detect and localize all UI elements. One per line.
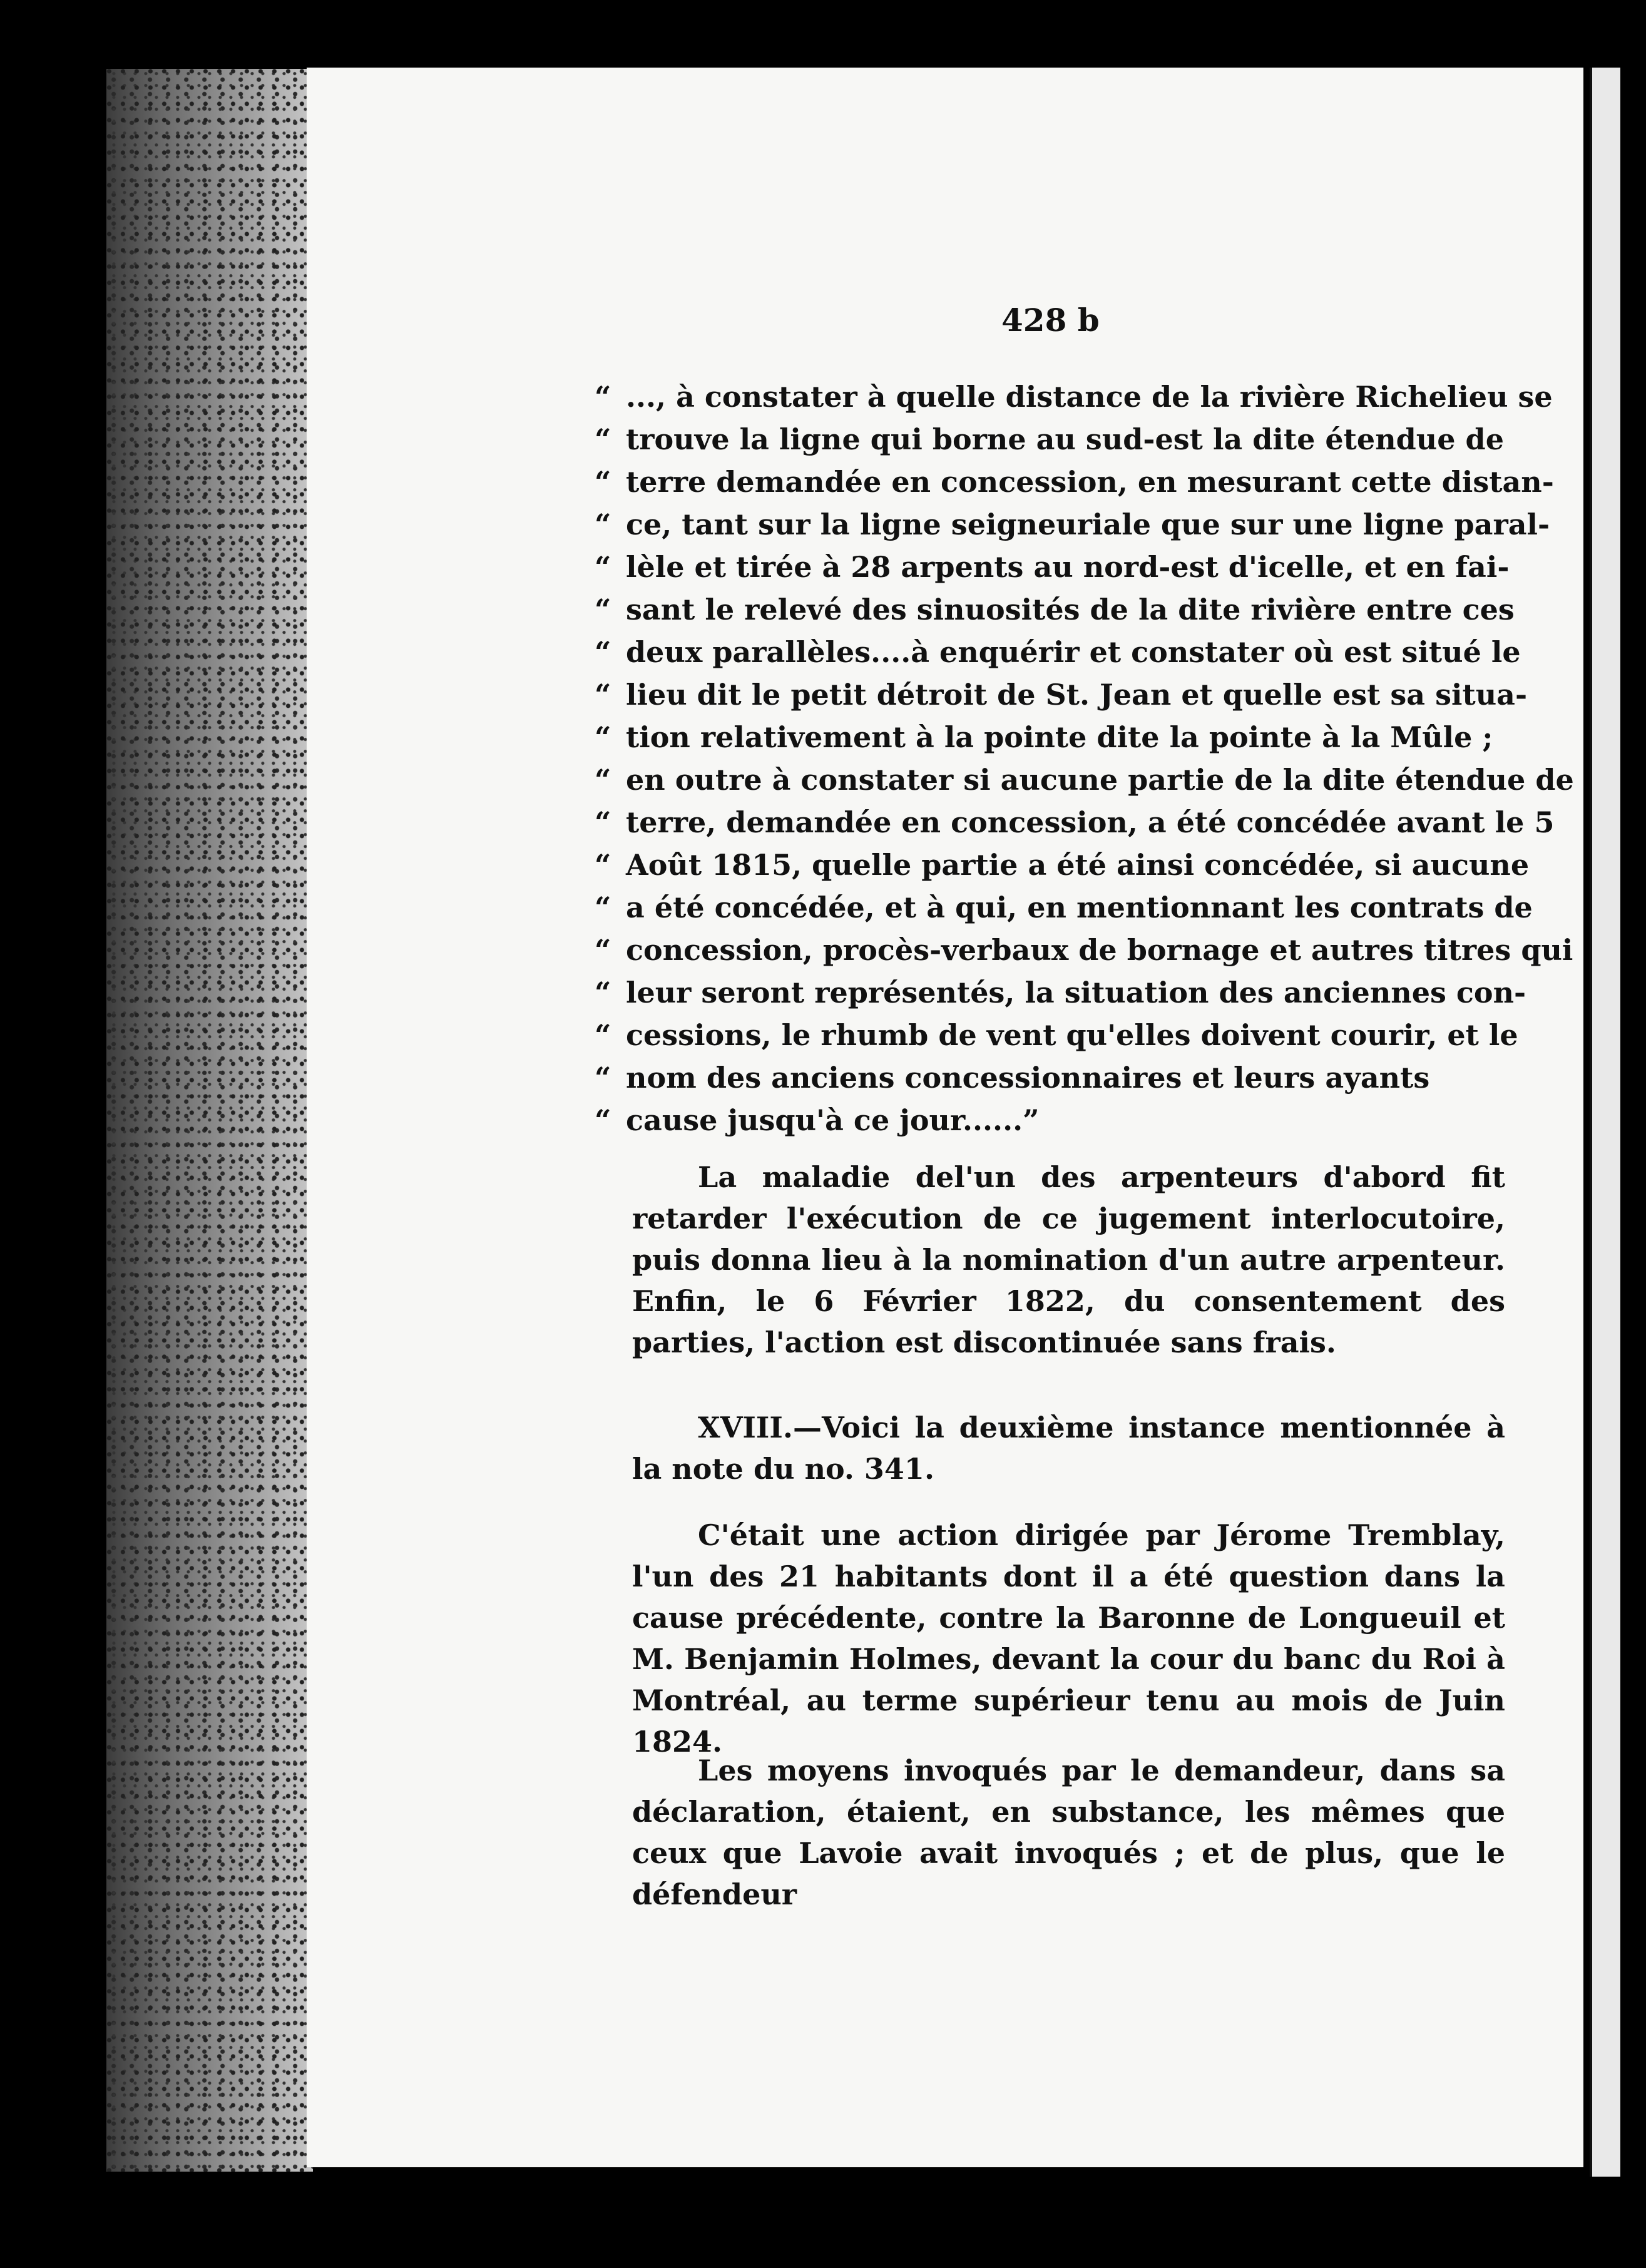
quote-line-text: sant le relevé des sinuosités de la dite rivière entre ces [626,593,1515,626]
quote-line-text: en outre à constater si aucune partie de la dite étendue de [626,763,1574,797]
quote-line [595,588,1515,631]
quote-line [595,418,1504,461]
quote-mark: “ [595,1103,611,1137]
quote-line [595,1099,1502,1142]
quote-line-text: leur seront représentés, la situation des anciennes con- [626,976,1526,1009]
quote-line-text: cause jusqu'à ce jour......” [626,1103,1040,1137]
quote-line-text: trouve la ligne qui borne au sud-est la dite étendue de [626,422,1504,456]
quote-mark: “ [595,1061,611,1095]
paragraph-plaintiff-means: Les moyens invoqués par le demandeur, dans sa déclaration, étaient, en substance, les mêmes que ceux que Lavoie avait invoqués ; et de plus, que le défendeur [632,1754,1505,1911]
quote-line [595,631,1521,673]
quote-mark: “ [595,508,611,541]
quote-mark: “ [595,465,611,499]
quote-mark: “ [595,1018,611,1052]
quote-line-text: Août 1815, quelle partie a été ainsi concédée, si aucune [626,848,1530,882]
quote-line [595,546,1510,588]
quote-line [595,716,1502,759]
quote-line-text: cessions, le rhumb de vent qu'elles doivent courir, et le [626,1018,1518,1052]
quote-line-text: terre, demandée en concession, a été concédée avant le 5 [626,805,1555,839]
quote-mark: “ [595,380,611,414]
quote-line [595,971,1526,1014]
quote-mark: “ [595,976,611,1009]
quote-line [595,844,1530,886]
quote-line-text: deux parallèles....à enquérir et constater où est situé le [626,635,1521,669]
quote-line [595,503,1550,546]
quote-line-text: nom des anciens concessionnaires et leurs ayants [626,1061,1430,1095]
quote-line [595,929,1573,971]
quote-line [595,673,1528,716]
quote-line-text: a été concédée, et à qui, en mentionnant les contrats de [626,891,1533,924]
quote-line [595,375,1553,418]
quote-mark: “ [595,933,611,967]
quote-mark: “ [595,763,611,797]
quote-mark: “ [595,848,611,882]
quote-mark: “ [595,635,611,669]
quote-mark: “ [595,422,611,456]
quote-line [595,886,1533,929]
quote-line [595,1014,1518,1056]
quote-line-text: lieu dit le petit détroit de St. Jean et quelle est sa situa- [626,678,1528,712]
quote-line [595,759,1574,801]
quote-mark: “ [595,805,611,839]
page-number: 428 b [1001,302,1100,339]
quote-mark: “ [595,593,611,626]
quote-line-text: ..., à constater à quelle distance de la rivière Richelieu se [626,380,1553,414]
quote-line [595,1056,1502,1099]
quote-line [595,801,1555,844]
quote-line-text: lèle et tirée à 28 arpents au nord-est d'icelle, et en fai- [626,550,1510,584]
quote-mark: “ [595,678,611,712]
quote-line-text: concession, procès-verbaux de bornage et autres titres qui [626,933,1573,967]
quote-line-text: tion relativement à la pointe dite la pointe à la Mûle ; [626,720,1493,754]
paragraph-section-xviii: XVIII.—Voici la deuxième instance mentionnée à la note du no. 341. [632,1411,1505,1486]
quote-mark: “ [595,550,611,584]
paragraph-survey-delay: La maladie del'un des arpenteurs d'abord fit retarder l'exécution de ce jugement interlocutoire, puis donna lieu à la nomination d'un autre arpenteur. Enfin, le 6 Février 1822, du consentement des parties, l'action est discontinuée sans frais. [632,1160,1505,1359]
quote-line-text: ce, tant sur la ligne seigneuriale que sur une ligne paral- [626,508,1550,541]
book-spine [106,69,313,2172]
quoted-judgment-block [595,375,1574,1142]
paragraph-tremblay-action: C'était une action dirigée par Jérome Tremblay, l'un des 21 habitants dont il a été question dans la cause précédente, contre la Baronne de Longueuil et M. Benjamin Holmes, devant la cour du banc du Roi à Montréal, au terme supérieur tenu au mois de Juin 1824. [632,1518,1505,1759]
facing-page-edge [1590,68,1620,2177]
quote-mark: “ [595,891,611,924]
quote-mark: “ [595,720,611,754]
quote-line [595,461,1554,503]
quote-line-text: terre demandée en concession, en mesurant cette distan- [626,465,1554,499]
